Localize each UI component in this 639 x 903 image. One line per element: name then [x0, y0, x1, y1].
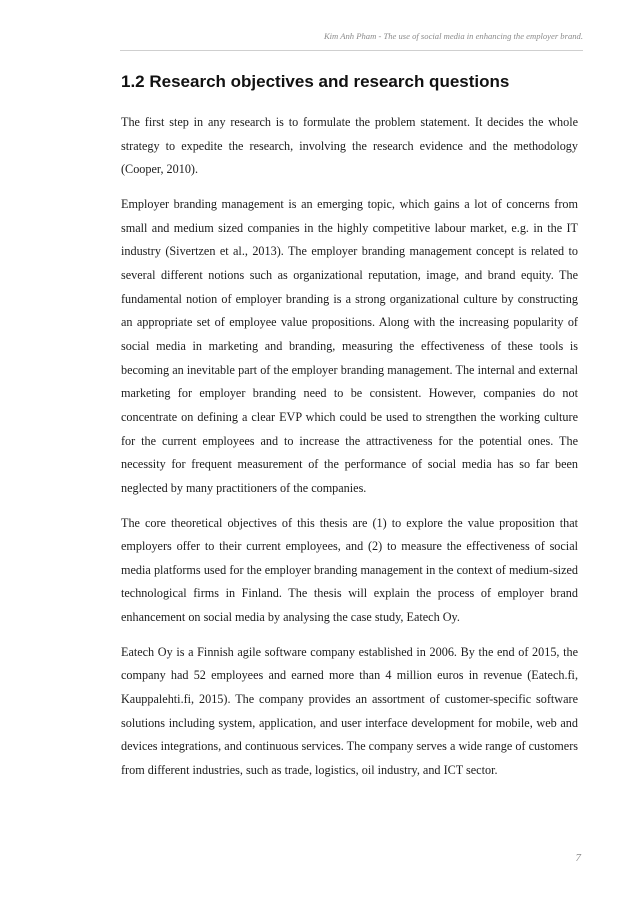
running-header: Kim Anh Pham - The use of social media in enhancing the employer brand.: [323, 31, 583, 41]
paragraph-employer-branding: Employer branding management is an emerging topic, which gains a lot of concerns from small and medium sized companies in the highly competitive labour market, e.g. in the IT industry (Sivertzen et al., 2013). The employer branding management concept is related to several different notions such as organizational reputation, image, and brand equity. The fundamental notion of employer branding is a strong organizational culture by constructing an appropriate set of employee value propositions. Along with the increasing popularity of social media in marketing and branding, measuring the effectiveness of these tools is becoming an inevitable part of the employer branding management. The internal and external marketing for employer branding need to be consistent. However, companies do not concentrate on defining a clear EVP which could be used to strengthen the working culture for the current employees and to increase the attractiveness for the potential ones. The necessity for frequent measurement of the performance of social media has so far been neglected by many practitioners of the companies.: [121, 196, 578, 495]
paragraph-problem-statement: The first step in any research is to formulate the problem statement. It decides the whole strategy to expedite the research, involving the research evidence and the methodology (Cooper, 2010).: [121, 115, 578, 177]
paragraph-eatech: Eatech Oy is a Finnish agile software company established in 2006. By the end of 2015, the company had 52 employees and earned more than 4 million euros in revenue (Eatech.fi, Kauppalehti.fi, 2015). The company provides an assortment of customer-specific software solutions including system, application, and user interface development for mobile, web and devices integrations, and continuous services. The company serves a wide range of customers from different industries, such as trade, logistics, oil industry, and ICT sector.: [121, 644, 578, 778]
section-heading: 1.2 Research objectives and research questions: [121, 72, 510, 91]
header-divider: [120, 50, 583, 51]
page-number: 7: [575, 852, 581, 864]
paragraph-objectives: The core theoretical objectives of this thesis are (1) to explore the value proposition that employers offer to their current employees, and (2) to measure the effectiveness of social media platforms used for the employer branding management in the context of medium-sized technological firms in Finland. The thesis will explain the process of employer brand enhancement on social media by analysing the case study, Eatech Oy.: [121, 515, 578, 625]
body-text: [121, 111, 578, 794]
